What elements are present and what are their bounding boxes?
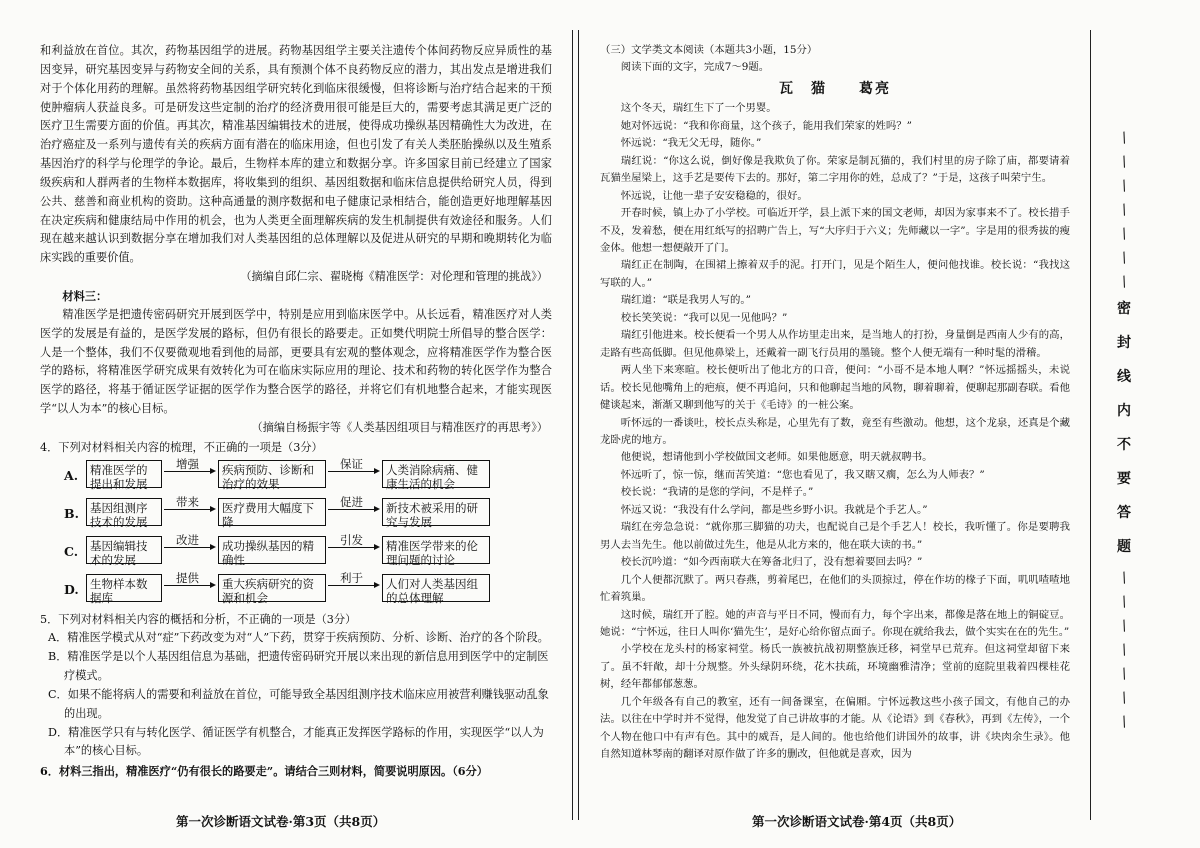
flow-box-1: 基因编辑技术的发展 <box>86 536 162 564</box>
material3-heading: 材料三： <box>62 288 108 303</box>
seal-dash: / <box>1119 665 1130 683</box>
story-paragraph: 小学校在龙头村的杨家祠堂。杨氏一族被抗战初期整族迁移，祠堂早已荒弃。但这祠堂却留下来了。虽不轩敞，却十分规整。外头绿阴环绕，花木扶疏，环境幽雅清净；堂前的庭院里栽着四棵桂花树，经年都郁郁葱葱。 <box>600 643 1070 691</box>
story-body <box>600 100 1070 763</box>
left-page <box>40 42 552 781</box>
story-paragraph: 开春时候，镇上办了小学校。可临近开学，县上派下来的国文老师，却因为家事来不了。校长措手不及，发着愁，便在用红纸写的招聘广告上，写“大序归于六义；先师藏以一字”。字是用的很秀拔的瘦金体。他想一想便敲开了门。 <box>600 207 1070 254</box>
flow-box-2: 重大疾病研究的资源和机会 <box>218 574 326 602</box>
question-5: 5．下列对材料相关内容的概括和分析，不正确的一项是（3分） <box>40 612 357 626</box>
flow-arrow-1: 提供 <box>164 585 214 586</box>
story-paragraph: 怀远说：“我无父无母，随你。” <box>620 137 762 150</box>
flow-box-3: 人们对人类基因组的总体理解 <box>382 574 490 602</box>
flow-box-3: 人类消除病痛、健康生活的机会 <box>382 460 490 488</box>
story-paragraph: 这个冬天，瑞红生下了一个男婴。 <box>620 102 777 115</box>
story-paragraph: 校长沉吟道：“如今西南联大在筹备北归了，没有想着要回去吗？” <box>620 556 923 569</box>
q4-option-a[interactable] <box>64 458 552 496</box>
seal-char: 题 <box>1117 539 1131 555</box>
story-paragraph: 两人坐下来寒暄。校长便听出了他北方的口音，便问：“小哥不是本地人啊？”怀远摇摇头，未说话。校长见他嘴角上的疤痕，便不再追问，只和他聊起当地的风物，聊着聊着，便聊起那副春联。看他健谈起来，渐渐又聊到他写的关于《毛诗》的一桩公案。 <box>600 364 1070 412</box>
flow-arrow-2: 促进 <box>328 509 378 510</box>
section-heading: （三）文学类文本阅读（本题共3小题，15分） <box>600 44 818 56</box>
footer-page-3: 第一次诊断语文试卷·第3页（共8页） <box>176 814 386 829</box>
story-paragraph: 怀远又说：“我没有什么学问，都是些乡野小识。我就是个手艺人。” <box>620 503 928 516</box>
source-citation-2: （摘编自杨振宇等《人类基因组项目与精准医疗的再思考》） <box>251 420 548 434</box>
q4-option-c[interactable] <box>64 534 552 572</box>
story-paragraph: 瑞红引他进来。校长便看一个男人从作坊里走出来，是当地人的打扮，身量倒是西南人少有的高，走路有些高低脚。但见他鼻梁上，还戴着一副飞行员用的墨镜。整个人便无端有一种时髦的滑稽。 <box>600 329 1070 359</box>
seal-char: 内 <box>1117 403 1131 419</box>
seal-dash: / <box>1119 617 1130 635</box>
story-paragraph: 他便说，想请他到小学校做国文老师。如果他愿意，明天就叔聘书。 <box>620 451 933 464</box>
source-citation-1: （摘编自邱仁宗、翟晓梅《精准医学：对伦理和管理的挑战》） <box>240 270 548 284</box>
story-title: 瓦 猫 葛亮 <box>779 80 891 97</box>
story-paragraph: 听怀远的一番谈吐，校长点头称是，心里先有了数，竟至有些激动。他想，这个龙泉，还真是个藏龙卧虎的地方。 <box>600 416 1070 446</box>
reading-instruction: 阅读下面的文字，完成7～9题。 <box>620 61 770 74</box>
option-letter: A. <box>64 467 79 483</box>
q4-options <box>40 458 552 610</box>
seal-char: 密 <box>1117 301 1131 317</box>
seal-dash: / <box>1119 225 1130 243</box>
page-divider-right <box>578 30 579 820</box>
seal-dash: / <box>1119 593 1130 611</box>
seal-dash: / <box>1119 273 1130 291</box>
story-paragraph: 怀远听了，惊一惊，继而苦笑道：“您也看见了，我又瞎又瘸，怎么为人师表？” <box>620 468 985 481</box>
seal-dash: / <box>1119 641 1130 659</box>
q5-option-d[interactable]: D．精准医学只有与转化医学、循证医学有机整合，才能真正发挥医学路标的作用，实现医学“以人为本”的核心目标。 <box>48 725 544 758</box>
seal-char: 不 <box>1117 437 1131 453</box>
question-6: 6．材料三指出，精准医疗“仍有很长的路要走”。请结合三则材料，简要说明原因。（6分） <box>40 764 488 779</box>
seal-dash: / <box>1119 713 1130 731</box>
seal-dash: / <box>1119 689 1130 707</box>
flow-box-2: 成功操纵基因的精确性 <box>218 536 326 564</box>
option-letter: D. <box>64 581 79 597</box>
binding-line <box>1090 30 1091 820</box>
flow-box-2: 医疗费用大幅度下降 <box>218 498 326 526</box>
question-4: 4．下列对材料相关内容的梳理，不正确的一项是（3分） <box>40 440 323 454</box>
flow-box-1: 生物样本数据库 <box>86 574 162 602</box>
flow-arrow-1: 增强 <box>164 471 214 472</box>
material3-paragraph: 精准医学是把遗传密码研究开展到医学中，特别是应用到临床医学中。从长远看，精准医疗对人类医学的发展是有益的，是医学发展的路标，但仍有很长的路要走。正如樊代明院士所倡导的整合医学：人是一个整体，我们不仅要微观地看到他的局部，更要具有宏观的整体观念，应将精准医学作为整合医学的路标，将精准医学研究成果有效转化为可在临床实际应用的理论、技术和药物的转化医学作为整合医学的路径，将基于循证医学证据的医学作为整合医学的路径，并将它们有机地整合起来，才能实现医学“以人为本”的核心目标。 <box>40 307 552 416</box>
seal-char: 线 <box>1117 369 1131 385</box>
story-paragraph: 瑞红说：“你这么说，倒好像是我欺负了你。荣家是制瓦猫的，我们村里的房子除了庙，都要请着瓦猫坐屋梁上，这手艺是要传下去的。那好，第二字用你的姓，总成了？”于是，这孩子叫荣宁生。 <box>600 154 1070 185</box>
q5-option-b[interactable]: B．精准医学是以个人基因组信息为基础，把遗传密码研究开展以来出现的新信息用到医学中的定制医疗模式。 <box>48 650 549 683</box>
footer-page-4: 第一次诊断语文试卷·第4页（共8页） <box>752 814 962 829</box>
flow-box-3: 新技术被采用的研究与发展 <box>382 498 490 526</box>
q4-option-d[interactable] <box>64 572 552 610</box>
right-page <box>600 42 1070 764</box>
seal-char: 封 <box>1117 335 1131 351</box>
story-paragraph: 怀远说，让他一辈子安安稳稳的，很好。 <box>620 189 808 202</box>
story-paragraph: 瑞红道：“联是我男人写的。” <box>620 294 751 307</box>
seal-dash: / <box>1119 569 1130 587</box>
seal-char: 要 <box>1117 471 1131 487</box>
flow-arrow-2: 引发 <box>328 547 378 548</box>
seal-dash: / <box>1119 129 1130 147</box>
seal-dash: / <box>1119 249 1130 267</box>
q4-option-b[interactable] <box>64 496 552 534</box>
story-paragraph: 几个年级各有自己的教室，还有一间备课室，在偏厢。宁怀远教这些小孩子国文，有他自己的办法。以往在中学时并不觉得，他发觉了自己讲故事的才能。从《论语》到《春秋》，再到《左传》，一个个人物在他口中有声有色。其中的威吾，是人间的。他也给他们讲国外的故事，讲《块肉余生录》。他自然知道林琴南的翻译对原作做了许多的删改，但他就是喜欢，因为 <box>600 695 1070 761</box>
option-letter: C. <box>64 543 79 559</box>
flow-arrow-2: 利于 <box>328 585 378 586</box>
page-divider-left <box>572 30 573 820</box>
flow-box-2: 疾病预防、诊断和治疗的效果 <box>218 460 326 488</box>
flow-arrow-1: 带来 <box>164 509 214 510</box>
story-paragraph: 瑞红在旁急急说：“就你那三脚猫的功夫，也配说自己是个手艺人！校长，我听懂了。你是要聘我男人去当先生。他以前做过先生，他是从北方来的，他在联大读的书。” <box>600 521 1070 551</box>
seal-char: 答 <box>1117 505 1131 521</box>
seal-dash: / <box>1119 153 1130 171</box>
story-paragraph: 校长说：“我请的是您的学问，不是样子。” <box>620 486 814 499</box>
story-paragraph: 校长笑笑说：“我可以见一见他吗？” <box>620 311 788 324</box>
q5-option-c[interactable]: C．如果不能将病人的需要和利益放在首位，可能导致全基因组测序技术临床应用被营利赚钱驱动乱象的出现。 <box>48 687 549 720</box>
story-paragraph: 瑞红正在制陶，在围裙上擦着双手的泥。打开门，见是个陌生人，便问他找谁。校长说：“我找这写联的人。” <box>600 259 1070 289</box>
material2-paragraph: 和利益放在首位。其次，药物基因组学的进展。药物基因组学主要关注遗传个体间药物反应异质性的基因变异，研究基因变异与药物安全间的关系，具有预测个体不良药物反应的潜力，其出发点是增进我们对于个体化用药的理解。虽然将药物基因组学研究转化到临床很缓慢，但将诊断与治疗结合起来的干预使肿瘤病人获益良多。可是研发这些定制的治疗的经济费用很可能是巨大的，需要考虑其满足更广泛的医疗卫生需要方面的价值。再其次，精准基因编辑技术的进展，使得成功操纵基因精确性大为改进，在治疗癌症及一系列与遗传有关的疾病方面有潜在的临床用途，但也引发了有关人类胚胎操纵以及生殖系基因治疗的科学与伦理学的争论。最后，生物样本库的建立和数据分享。许多国家目前已经建立了国家级疾病和人群两者的生物样本数据库，将收集到的组织、基因组数据和临床信息提供给研究人员，得到公共、慈善和商业机构的资助。这种高通量的测序数据和电子健康记录相结合，能创造更好地理解基因在决定疾病和健康结局中作用的机会，也为人类更全面理解疾病的发生机制提供有效途径和服务。人们现在越来越认识到数据分享在增加我们对人类基因组的总体理解以及促进从研究的早期和晚期转化为临床实践的重要价值。 <box>40 44 552 265</box>
flow-arrow-1: 改进 <box>164 547 214 548</box>
story-paragraph: 这时候，瑞红开了腔。她的声音与平日不同，慢而有力，每个字出来，都像是落在地上的铜碇豆。她说：“宁怀远，往日人叫你‘猫先生’，是好心给你留点面子。你现在就给我去，做个实实在在的先生。” <box>600 608 1070 638</box>
seal-dash: / <box>1119 201 1130 219</box>
option-letter: B. <box>64 505 79 521</box>
story-paragraph: 几个人便都沉默了。两只春燕，剪着尾巴，在他们的头顶掠过，停在作坊的椽子下面，叽叽喳喳地忙着筑巢。 <box>600 573 1070 604</box>
seal-dash: / <box>1119 177 1130 195</box>
flow-box-1: 精准医学的提出和发展 <box>86 460 162 488</box>
flow-box-1: 基因组测序技术的发展 <box>86 498 162 526</box>
story-paragraph: 她对怀远说：“我和你商量，这个孩子，能用我们荣家的姓吗？” <box>620 119 912 132</box>
flow-arrow-2: 保证 <box>328 471 378 472</box>
seal-line-notice <box>1110 130 1140 730</box>
flow-box-3: 精准医学带来的伦理问题的讨论 <box>382 536 490 564</box>
q5-option-a[interactable]: A．精准医学模式从对“症”下药改变为对“人”下药，贯穿于疾病预防、分析、诊断、治疗的各个阶段。 <box>48 631 549 645</box>
